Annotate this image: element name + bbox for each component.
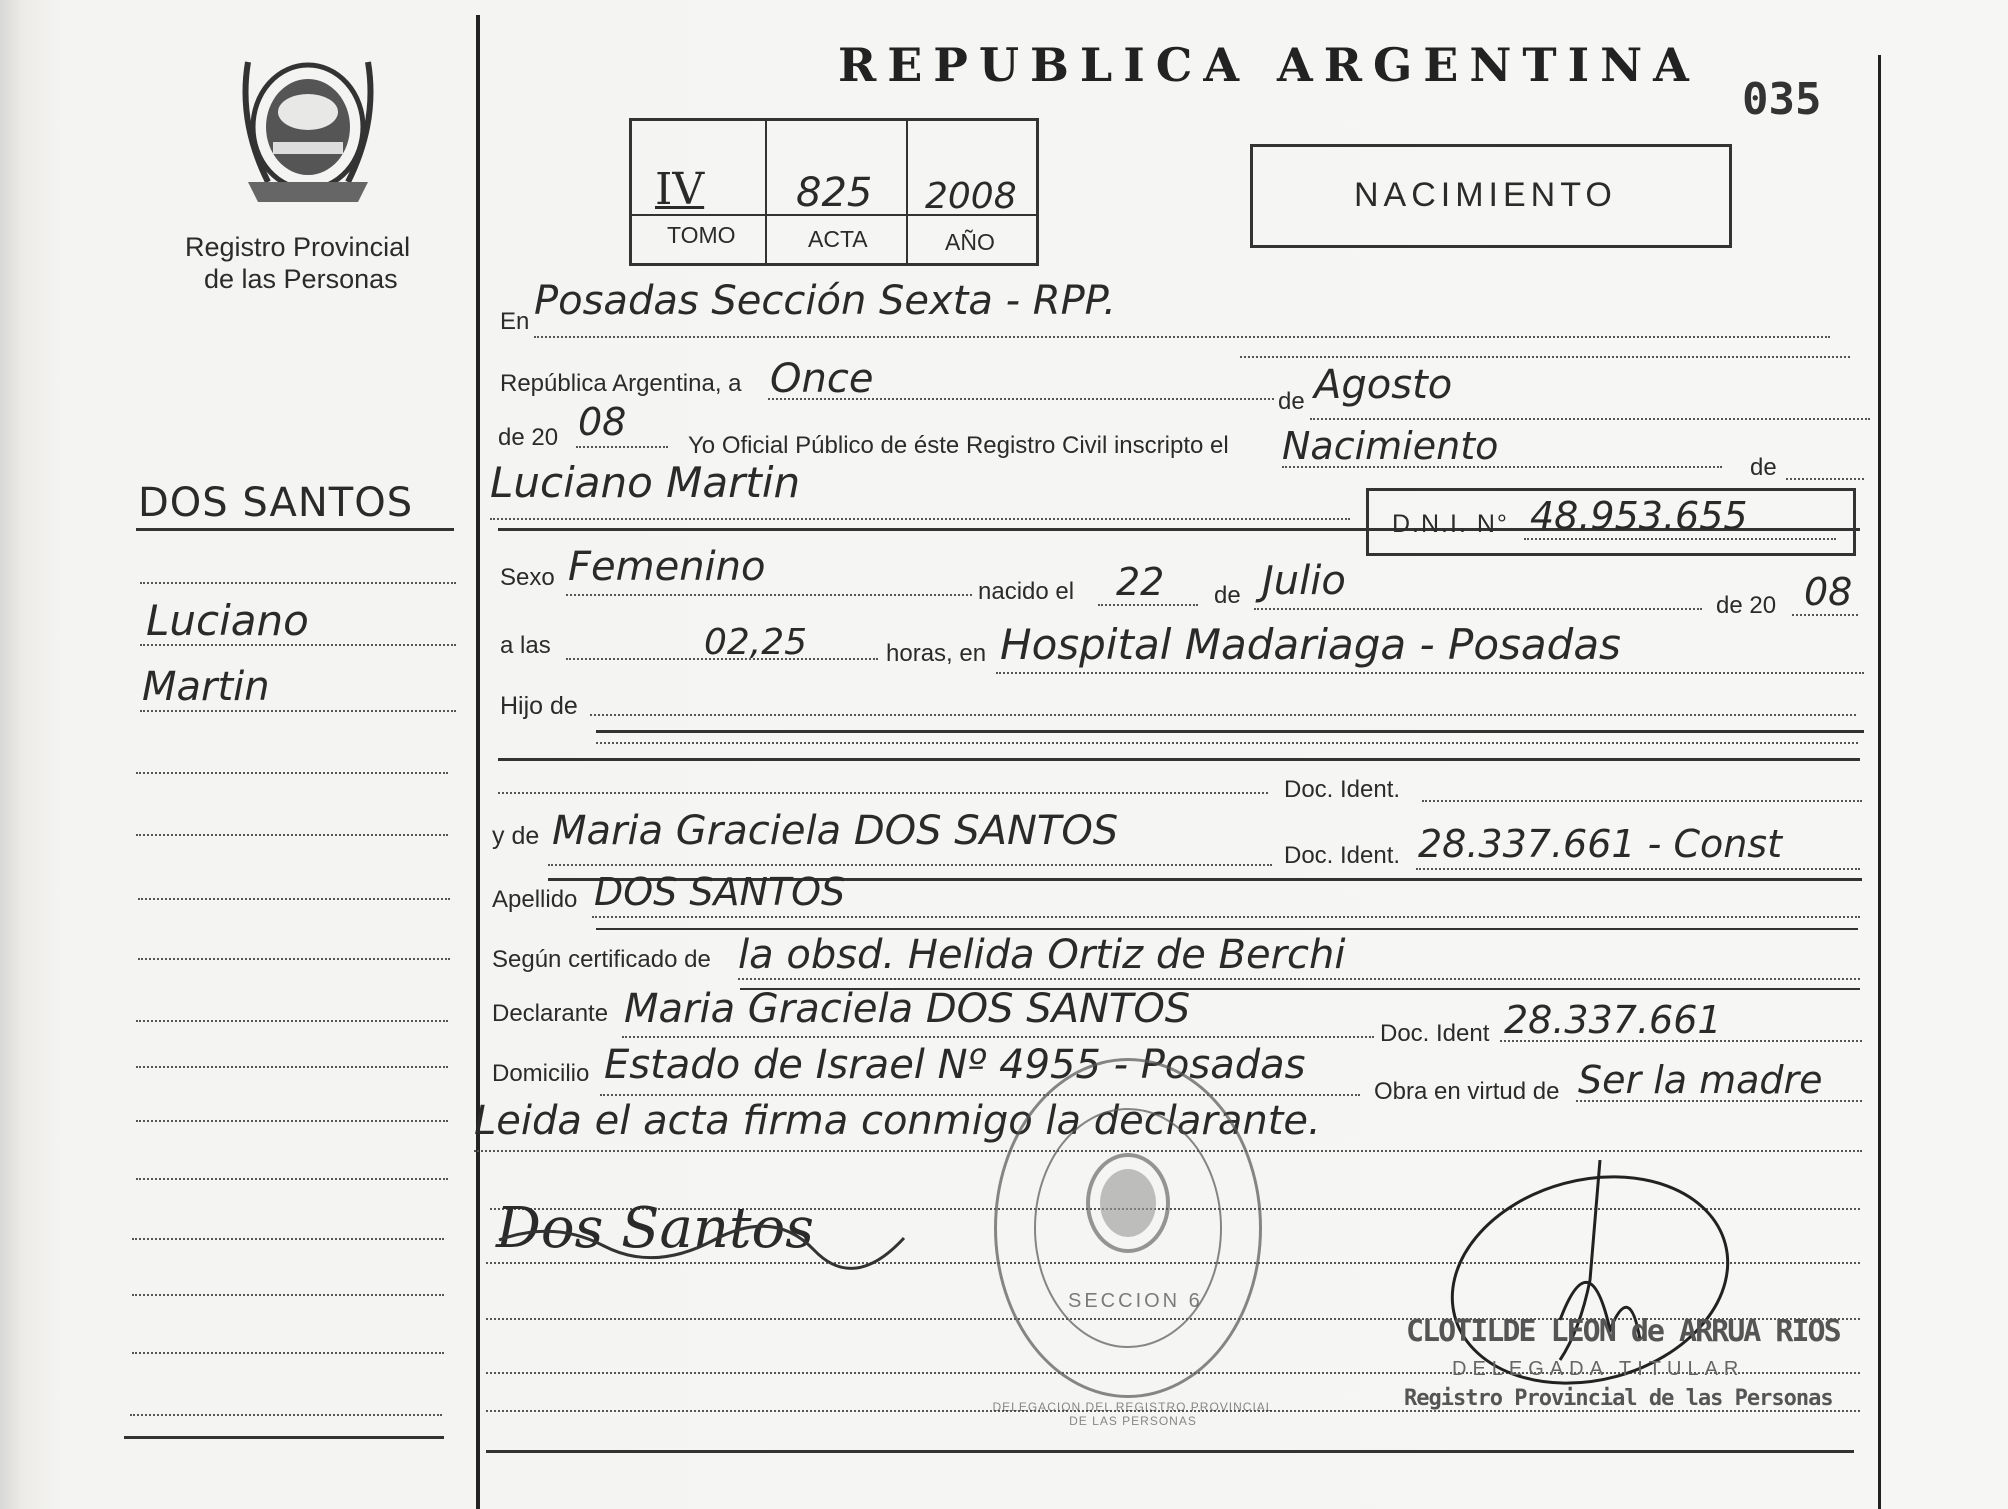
en-dotted-line [534, 336, 1830, 338]
seal-text: DELEGACION DEL REGISTRO PROVINCIAL DE LAS PERSONAS [992, 1400, 1274, 1428]
segun-value: la obsd. Helida Ortiz de Berchi [738, 932, 1346, 978]
registry-name-line1: Registro Provincial [185, 232, 411, 262]
anio-value: 2008 [925, 176, 1017, 217]
record-box-divider [906, 120, 908, 266]
birth-de-label: de [1214, 582, 1241, 609]
hijo-solid-line [596, 730, 1864, 733]
margin-dotted-line [132, 1238, 444, 1240]
apellido-label: Apellido [492, 886, 578, 913]
yde-label: y de [492, 822, 540, 850]
margin-surname-line [136, 528, 454, 531]
acta-value: 825 [796, 170, 873, 216]
obra-label: Obra en virtud de [1374, 1078, 1560, 1105]
left-margin-border [476, 15, 480, 1509]
seal-section: SECCION 6 [1068, 1290, 1203, 1312]
signature-stroke-icon [494, 1210, 914, 1270]
margin-dotted-line [132, 1294, 444, 1296]
hijo-dotted-line [590, 714, 1856, 716]
margin-dotted-line [136, 772, 448, 774]
month-de-label: de [1278, 388, 1305, 415]
right-border [1878, 55, 1881, 1509]
inscripto-value: Nacimiento [1282, 424, 1499, 468]
margin-given-name-1: Luciano [146, 596, 309, 645]
bottom-solid-line [486, 1450, 1854, 1453]
record-box-divider [765, 120, 767, 266]
apellido-dotted-line [592, 916, 1860, 918]
sexo-value: Femenino [568, 544, 766, 590]
year-prefix-label: de 20 [498, 424, 559, 451]
domicilio-label: Domicilio [492, 1060, 590, 1087]
mother-doc-label: Doc. Ident. [1284, 842, 1401, 869]
margin-dotted-line [136, 1066, 448, 1068]
anio-label: AÑO [945, 229, 995, 255]
domicilio-value: Estado de Israel Nº 4955 - Posadas [604, 1042, 1306, 1088]
birth-month-dotted-line [1254, 608, 1702, 610]
place-dotted-line [996, 672, 1864, 674]
sexo-label: Sexo [500, 564, 555, 591]
province-emblem-icon [228, 32, 388, 212]
month-dotted-line [1310, 418, 1870, 420]
place-value: Hospital Madariaga - Posadas [1000, 620, 1621, 669]
registry-name-line2: de las Personas [204, 264, 398, 294]
alas-label: a las [500, 632, 551, 659]
document-title: REPUBLICA ARGENTINA [838, 38, 1700, 92]
declarante-doc-label: Doc. Ident [1380, 1020, 1490, 1047]
apellido-solid-line [596, 928, 1858, 930]
margin-dotted-line [138, 958, 450, 960]
obra-dotted-line [1576, 1100, 1862, 1102]
month-value: Agosto [1314, 362, 1453, 408]
apellido-value: DOS SANTOS [594, 870, 846, 914]
declarante-value: Maria Graciela DOS SANTOS [624, 986, 1191, 1032]
margin-given-name-2: Martin [142, 664, 270, 710]
father-doc-dotted-line [498, 792, 1268, 794]
official-name: CLOTILDE LEON de ARRUA RIOS [1406, 1314, 1840, 1349]
margin-dotted-line [136, 1120, 448, 1122]
declarant-signature: Dos Santos [496, 1196, 814, 1261]
name-dotted-line [490, 518, 1350, 520]
dni-label: D.N.I. N° [1392, 510, 1509, 538]
margin-dotted-line [138, 898, 450, 900]
birth-day-dotted-line [1098, 604, 1198, 606]
rep-label: República Argentina, a [500, 370, 742, 397]
en-value: Posadas Sección Sexta - RPP. [534, 278, 1117, 324]
birth-year-prefix-label: de 20 [1716, 592, 1777, 619]
margin-dotted-line [140, 582, 456, 584]
margin-dotted-line [132, 1352, 444, 1354]
domicilio-dotted-line [600, 1094, 1360, 1096]
record-type-label: NACIMIENTO [1354, 176, 1617, 214]
declarante-doc-dotted-line [1500, 1040, 1862, 1042]
seal-emblem-icon [1078, 1148, 1178, 1258]
day-dotted-line [768, 398, 1274, 400]
margin-dotted-line [136, 1020, 448, 1022]
hijo-second-solid-line [498, 758, 1860, 761]
margin-dotted-line [140, 710, 456, 712]
mother-name-value: Maria Graciela DOS SANTOS [552, 808, 1119, 854]
father-doc-label: Doc. Ident. [1284, 776, 1401, 803]
tomo-label: TOMO [667, 222, 736, 248]
birth-year-dotted-line [1792, 614, 1858, 616]
mother-doc-dotted-line [1416, 868, 1860, 870]
sexo-dotted-line [566, 594, 972, 596]
hour-value: 02,25 [704, 622, 808, 663]
oficial-label: Yo Oficial Público de éste Registro Civil inscripto el [688, 432, 1229, 459]
folio-number: 035 [1742, 74, 1822, 125]
margin-bottom-line [124, 1436, 444, 1439]
declarante-doc-value: 28.337.661 [1504, 998, 1722, 1042]
mother-dotted-line [548, 864, 1272, 866]
dni-dotted-line [1524, 538, 1836, 540]
dni-value: 48.953.655 [1530, 494, 1748, 538]
de-end-label: de [1750, 454, 1777, 481]
en-label: En [500, 308, 530, 335]
en-dotted-line [1240, 356, 1850, 358]
hour-dotted-line [566, 658, 878, 660]
margin-surname: DOS SANTOS [138, 480, 414, 526]
nacido-label: nacido el [978, 578, 1075, 605]
day-value: Once [770, 356, 874, 402]
closing-statement-value: Leida el acta firma conmigo la declarante. [474, 1098, 1321, 1144]
margin-dotted-line [130, 1414, 442, 1416]
horas-label: horas, en [886, 640, 987, 667]
acta-label: ACTA [808, 226, 868, 252]
father-doc-value-line [1422, 800, 1862, 802]
official-title: DELEGADA TITULAR [1452, 1358, 1745, 1380]
birth-month-value: Julio [1262, 558, 1346, 604]
year-dotted-line [576, 446, 668, 448]
child-name-value: Luciano Martin [490, 458, 801, 507]
declarante-dotted-line [622, 1036, 1374, 1038]
tomo-value: IV [655, 164, 705, 215]
segun-dotted-line [738, 978, 1860, 980]
margin-dotted-line [136, 1178, 448, 1180]
mother-doc-value: 28.337.661 - Const [1418, 822, 1783, 866]
inscripto-dotted-line [1282, 466, 1722, 468]
hijo-label: Hijo de [500, 692, 578, 720]
declarante-label: Declarante [492, 1000, 609, 1027]
birth-day-value: 22 [1116, 560, 1165, 604]
official-registry: Registro Provincial de las Personas [1404, 1386, 1833, 1411]
margin-dotted-line [140, 644, 456, 646]
margin-dotted-line [136, 834, 448, 836]
obra-value: Ser la madre [1578, 1058, 1823, 1102]
segun-label: Según certificado de [492, 946, 711, 973]
year-value: 08 [578, 400, 627, 444]
birth-year-value: 08 [1804, 570, 1853, 614]
hijo-second-dotted-line [596, 742, 1858, 744]
de-end-dotted-line [1786, 478, 1864, 480]
